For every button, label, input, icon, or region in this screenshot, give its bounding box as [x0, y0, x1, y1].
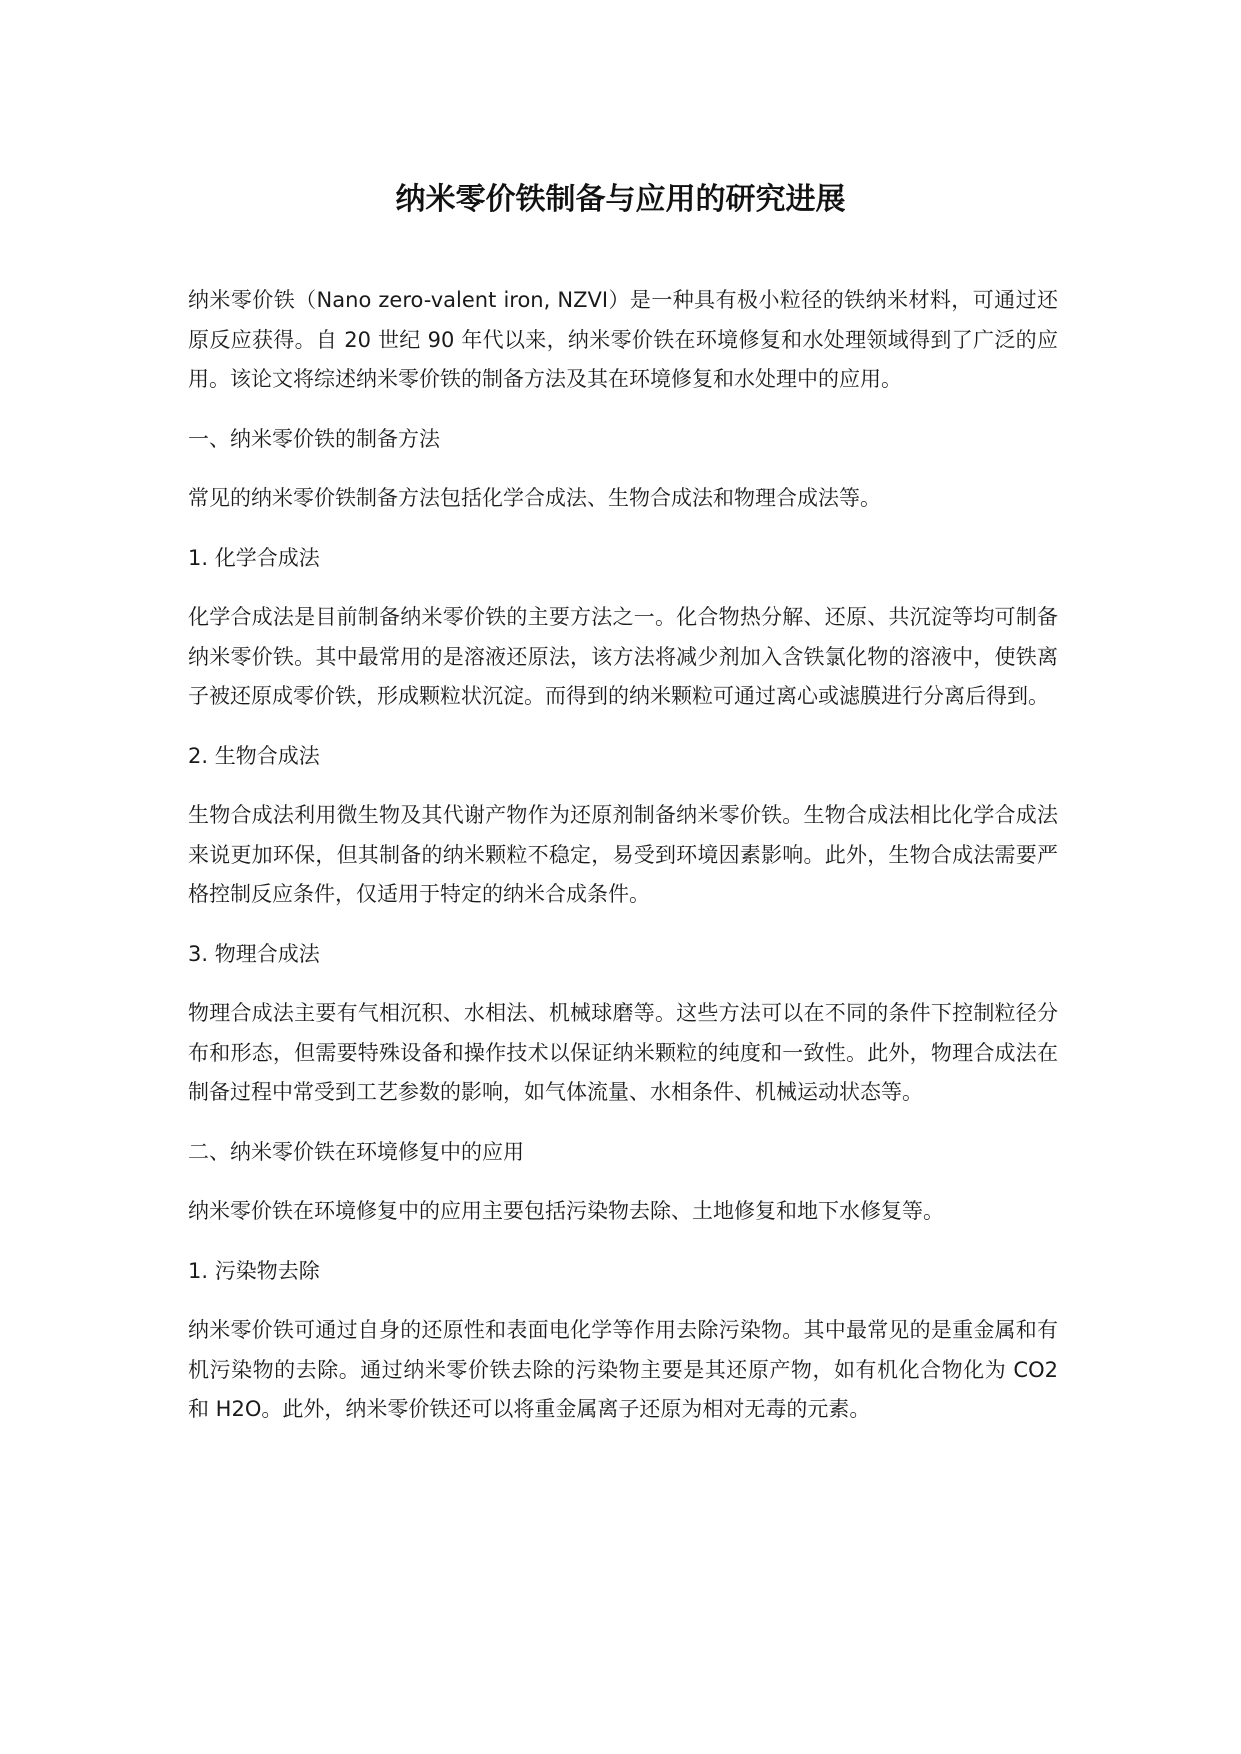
section-summary: 纳米零价铁在环境修复中的应用主要包括污染物去除、土地修复和地下水修复等。 — [188, 1199, 944, 1223]
subsection-heading: 2. 生物合成法 — [188, 743, 320, 768]
subsection-heading: 1. 污染物去除 — [188, 1258, 320, 1283]
document-title: 纳米零价铁制备与应用的研究进展 — [395, 182, 846, 217]
subsection-paragraph: 化学合成法是目前制备纳米零价铁的主要方法之一。化合物热分解、还原、共沉淀等均可制备纳米零价铁。其中最常用的是溶液还原法，该方法将减少剂加入含铁氯化物的溶液中，使铁离子被还原成零价铁，形成颗粒状沉淀。而得到的纳米颗粒可通过离心或滤膜进行分离后得到。 — [188, 605, 1058, 708]
document-body — [188, 281, 1058, 1430]
subsection-heading: 1. 化学合成法 — [188, 545, 320, 570]
section-heading: 一、纳米零价铁的制备方法 — [188, 426, 440, 451]
subsection-paragraph: 纳米零价铁可通过自身的还原性和表面电化学等作用去除污染物。其中最常见的是重金属和有机污染物的去除。通过纳米零价铁去除的污染物主要是其还原产物，如有机化合物化为 CO2 和 H2O。此外，纳米零价铁还可以将重金属离子还原为相对无毒的元素。 — [188, 1318, 1058, 1421]
intro-paragraph: 纳米零价铁（Nano zero-valent iron, NZVI）是一种具有极小粒径的铁纳米材料，可通过还原反应获得。自 20 世纪 90 年代以来，纳米零价铁在环境修复和水处理领域得到了广泛的应用。该论文将综述纳米零价铁的制备方法及其在环境修复和水处理中的应用。 — [188, 288, 1058, 391]
subsection-paragraph: 生物合成法利用微生物及其代谢产物作为还原剂制备纳米零价铁。生物合成法相比化学合成法来说更加环保，但其制备的纳米颗粒不稳定，易受到环境因素影响。此外，生物合成法需要严格控制反应条件，仅适用于特定的纳米合成条件。 — [188, 803, 1058, 906]
subsection-paragraph: 物理合成法主要有气相沉积、水相法、机械球磨等。这些方法可以在不同的条件下控制粒径分布和形态，但需要特殊设备和操作技术以保证纳米颗粒的纯度和一致性。此外，物理合成法在制备过程中常受到工艺参数的影响，如气体流量、水相条件、机械运动状态等。 — [188, 1001, 1058, 1104]
subsection-heading: 3. 物理合成法 — [188, 941, 320, 966]
section-summary: 常见的纳米零价铁制备方法包括化学合成法、生物合成法和物理合成法等。 — [188, 486, 881, 510]
section-heading: 二、纳米零价铁在环境修复中的应用 — [188, 1139, 524, 1164]
